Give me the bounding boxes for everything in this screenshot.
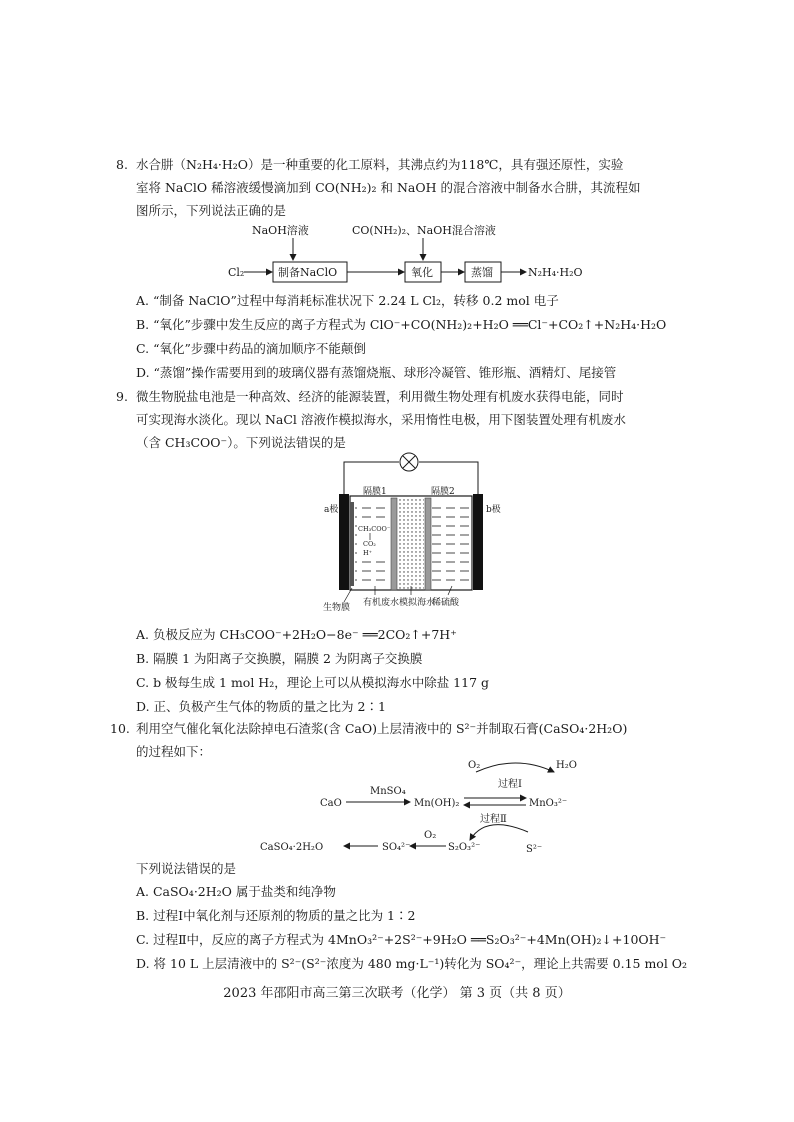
- q8-flowchart: [220, 220, 600, 290]
- species-h: H⁺: [363, 549, 373, 557]
- q9-option-a: A. 负极反应为 CH₃COO⁻+2H₂O−8e⁻ ══2CO₂↑+7H⁺: [136, 627, 457, 642]
- electrode-a: [339, 494, 349, 590]
- q10-cao: CaO: [320, 798, 342, 809]
- q9-option-b: B. 隔膜 1 为阳离子交换膜，隔膜 2 为阴离子交换膜: [136, 651, 423, 666]
- label-electrode-b: b极: [486, 505, 501, 515]
- electrode-b: [473, 494, 483, 590]
- q10-mno3: MnO₃²⁻: [529, 798, 568, 809]
- flow-top-label-2: CO(NH₂)₂、NaOH混合溶液: [352, 224, 496, 237]
- flow-box-2-label: 氧化: [411, 266, 433, 279]
- q8-line3: 图所示，下列说法正确的是: [136, 203, 287, 218]
- q10-option-c: C. 过程Ⅱ中，反应的离子方程式为 4MnO₃²⁻+2S²⁻+9H₂O ══S₂O₃²⁻+4Mn(OH)₂↓+10OH⁻: [136, 932, 667, 947]
- species-co2: CO₂: [363, 540, 376, 548]
- biofilm: [350, 502, 354, 586]
- q8-option-d: D. “蒸馏”操作需要用到的玻璃仪器有蒸馏烧瓶、球形冷凝管、锥形瓶、酒精灯、尾接管: [136, 365, 617, 380]
- label-membrane-2: 隔膜2: [431, 487, 455, 497]
- q9-number: 9.: [116, 389, 128, 404]
- q8-line2: 室将 NaClO 稀溶液缓慢滴加到 CO(NH₂)₂ 和 NaOH 的混合溶液中制备水合肼，其流程如: [136, 180, 641, 195]
- q8-option-c: C. “氧化”步骤中药品的滴加顺序不能颠倒: [136, 341, 366, 356]
- q10-h2o-top: H₂O: [556, 760, 577, 771]
- q10-option-d: D. 将 10 L 上层清液中的 S²⁻(S²⁻浓度为 480 mg·L⁻¹)转化为 SO₄²⁻，理论上共需要 0.15 mol O₂: [136, 956, 688, 971]
- q10-option-a: A. CaSO₄·2H₂O 属于盐类和纯净物: [136, 884, 336, 899]
- label-seawater: 模拟海水: [399, 598, 436, 608]
- q8-number: 8.: [116, 157, 128, 172]
- label-membrane-1: 隔膜1: [363, 487, 387, 497]
- q10-line2: 的过程如下：: [136, 744, 212, 759]
- flow-top-label-1: NaOH溶液: [252, 224, 309, 237]
- q10-stem: 下列说法错误的是: [136, 861, 237, 876]
- label-electrode-a: a极: [324, 505, 339, 515]
- q10-o2-top: O₂: [468, 760, 481, 771]
- q9-line2: 可实现海水淡化。现以 NaCl 溶液作模拟海水，采用惰性电极，用下图装置处理有机废水: [136, 412, 626, 427]
- label-waste: 有机废水: [363, 598, 400, 608]
- q10-line1: 利用空气催化氧化法除掉电石渣浆(含 CaO)上层清液中的 S²⁻并制取石膏(CaSO₄·2H₂O): [136, 721, 628, 736]
- q8-option-a: A. “制备 NaClO”过程中每消耗标准状况下 2.24 L Cl₂，转移 0.2 mol 电子: [136, 293, 559, 308]
- species-acetate: CH₃COO⁻: [358, 525, 391, 533]
- q8-option-b: B. “氧化”步骤中发生反应的离子方程式为 ClO⁻+CO(NH₂)₂+H₂O ══Cl⁻+CO₂↑+N₂H₄·H₂O: [136, 317, 667, 332]
- q9-cell-diagram: [318, 450, 504, 620]
- q10-process-2: 过程Ⅱ: [480, 814, 507, 825]
- q9-line3: （含 CH₃COO⁻）。下列说法错误的是: [136, 435, 346, 450]
- q10-number: 10.: [110, 721, 130, 736]
- q10-caso4: CaSO₄·2H₂O: [260, 842, 324, 853]
- q10-s2o3: S₂O₃²⁻: [448, 842, 481, 853]
- q9-line1: 微生物脱盐电池是一种高效、经济的能源装置，利用微生物处理有机废水获得电能，同时: [136, 389, 624, 404]
- flow-box-3-label: 蒸馏: [471, 266, 493, 279]
- flow-box-1-label: 制备NaClO: [278, 266, 338, 279]
- membrane-1: [391, 498, 397, 590]
- q10-o2-bottom: O₂: [424, 830, 437, 841]
- q10-process-diagram: [258, 756, 588, 860]
- label-biofilm: 生物膜: [323, 603, 351, 613]
- q10-option-b: B. 过程Ⅰ中氧化剂与还原剂的物质的量之比为 1∶2: [136, 908, 416, 923]
- q8-line1: 水合肼（N₂H₄·H₂O）是一种重要的化工原料，其沸点约为118℃，具有强还原性，实验: [136, 157, 624, 172]
- flow-start: Cl₂: [228, 266, 245, 279]
- q9-option-d: D. 正、负极产生气体的物质的量之比为 2∶1: [136, 699, 386, 714]
- q9-option-c: C. b 极每生成 1 mol H₂，理论上可以从模拟海水中除盐 117 g: [136, 675, 490, 690]
- label-acid: 稀硫酸: [432, 598, 460, 608]
- q10-so4: SO₄²⁻: [382, 842, 411, 853]
- page-footer: 2023 年邵阳市高三第三次联考（化学） 第 3 页（共 8 页）: [223, 986, 571, 1001]
- q10-process-1: 过程Ⅰ: [498, 779, 522, 790]
- flow-product: N₂H₄·H₂O: [528, 266, 583, 279]
- q10-mnso4: MnSO₄: [370, 786, 406, 797]
- membrane-2: [425, 498, 431, 590]
- q10-mnoh2: Mn(OH)₂: [414, 798, 460, 809]
- q10-s2: S²⁻: [526, 844, 543, 855]
